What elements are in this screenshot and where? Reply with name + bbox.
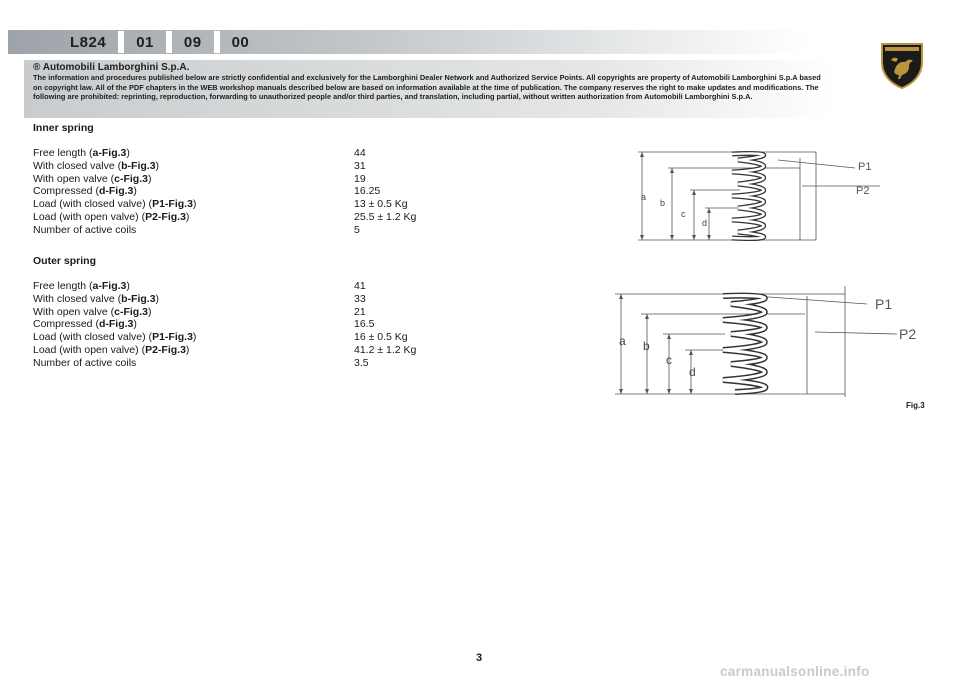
outer-spring-diagram	[605, 282, 925, 402]
spec-label-text: Compressed (	[33, 185, 99, 198]
spec-row	[33, 147, 416, 160]
code-separator	[214, 31, 220, 53]
spec-label	[33, 318, 354, 331]
page-number: 3	[476, 652, 483, 664]
spec-label-close: )	[155, 293, 160, 306]
spec-label	[33, 344, 354, 357]
inner-spring-spec-list	[33, 147, 416, 236]
load-label-p1: P1	[875, 296, 893, 312]
spec-value: 3.5	[354, 356, 369, 369]
spec-value: 25.5 ± 1.2 Kg	[354, 210, 417, 223]
figure-reference: c-Fig.3	[114, 172, 148, 185]
spec-label-text: With closed valve (	[33, 160, 122, 173]
spec-label	[33, 331, 354, 344]
spec-label-text: With open valve (	[33, 305, 115, 318]
spec-row	[33, 344, 416, 357]
spec-label	[33, 185, 354, 198]
spec-label	[33, 211, 354, 224]
dimension-label-b: b	[660, 198, 666, 208]
spec-label	[33, 357, 354, 370]
spec-row	[33, 331, 416, 344]
dimension-label-d: d	[689, 365, 696, 379]
spec-label	[33, 173, 354, 186]
spec-label-text: Load (with open valve) (	[33, 343, 146, 356]
figure-reference: c-Fig.3	[114, 305, 148, 318]
outer-spring-spec-list	[33, 280, 416, 369]
spec-label	[33, 147, 354, 160]
spec-label-close: )	[133, 318, 137, 331]
spec-label	[33, 224, 354, 237]
code-subgroup-number: 09	[183, 33, 202, 51]
spec-value: 21	[354, 305, 366, 318]
document-code	[70, 31, 249, 53]
site-watermark: carmanualsonline.info	[720, 664, 870, 679]
figure-reference: P2-Fig.3	[145, 343, 186, 356]
spec-label	[33, 293, 354, 306]
spec-value: 44	[354, 147, 366, 160]
spec-label-text: With open valve (	[33, 172, 115, 185]
spec-label	[33, 160, 354, 173]
spec-label-close: )	[185, 210, 190, 223]
inner-spring-title: Inner spring	[33, 122, 94, 134]
spec-value: 31	[354, 160, 366, 173]
dimension-label-b: b	[643, 339, 650, 353]
spec-label-text: Compressed (	[33, 318, 99, 331]
lamborghini-shield-logo	[878, 40, 926, 90]
figure-reference: b-Fig.3	[121, 293, 156, 306]
spec-label-close: )	[147, 305, 152, 318]
spec-label	[33, 306, 354, 319]
dimension-label-d: d	[702, 218, 708, 228]
outer-spring-title: Outer spring	[33, 255, 97, 267]
spec-label-text: Load (with open valve) (	[33, 210, 146, 223]
code-separator	[118, 31, 124, 53]
spec-label-text: Load (with closed valve) (	[33, 331, 153, 344]
spec-label-close: )	[147, 172, 152, 185]
spec-label-close: )	[155, 160, 160, 173]
code-separator	[166, 31, 172, 53]
figure-reference: P1-Fig.3	[152, 331, 193, 344]
figure-reference: P2-Fig.3	[145, 210, 186, 223]
inner-spring-diagram	[630, 140, 870, 248]
spec-value: 41	[354, 280, 366, 293]
spec-label-close: )	[126, 147, 130, 160]
spec-row	[33, 280, 416, 293]
load-label-p1: P1	[858, 161, 872, 173]
spec-value: 5	[354, 223, 360, 236]
figure-reference: P1-Fig.3	[152, 198, 193, 211]
spec-label-text: Number of active coils	[33, 223, 137, 236]
spec-row	[33, 293, 416, 306]
load-label-p2: P2	[899, 326, 917, 342]
spec-row	[33, 185, 416, 198]
dimension-label-a: a	[641, 192, 647, 202]
spec-row	[33, 173, 416, 186]
spec-value: 16.25	[354, 185, 381, 198]
load-label-p2: P2	[856, 185, 870, 197]
figure-reference: d-Fig.3	[98, 318, 134, 331]
copyright-notice-text: The information and procedures published below are strictly confidential and exclusively for the Lamborghini Dealer Network and Authorized Service Points. All copyrights are property of Automobili Lamborghini S.p.A based on copyright law. All of the PDF chapters in the WEB workshop manuals described below are based on information available at the time of publication. The company reserves the right to make updates and modifications. The following are prohibited: reprinting, reproduction, forwarding to unauthorized people and/or third parties, and translation, including partial, without written authorization from Automobili Lamborghini S.p.A.	[33, 73, 821, 102]
spec-row	[33, 306, 416, 319]
spec-label-close: )	[126, 280, 130, 293]
spec-label-close: )	[185, 343, 190, 356]
copyright-title: ® Automobili Lamborghini S.p.A.	[33, 62, 190, 73]
spec-value: 16 ± 0.5 Kg	[354, 331, 408, 344]
dimension-arrows	[640, 152, 711, 240]
spec-row	[33, 318, 416, 331]
spec-value: 19	[354, 172, 366, 185]
dimension-label-a: a	[619, 334, 626, 348]
figure-reference: d-Fig.3	[98, 185, 134, 198]
spec-label-text: Free length (	[33, 280, 93, 293]
code-group-number: 01	[136, 33, 154, 51]
spec-label-text: With closed valve (	[33, 293, 122, 306]
figure-reference: a-Fig.3	[92, 147, 127, 160]
dimension-label-c: c	[681, 209, 686, 219]
spec-row	[33, 357, 416, 370]
spec-label-close: )	[192, 198, 197, 211]
spec-label-text: Free length (	[33, 147, 93, 160]
inner-spring-section	[33, 122, 416, 236]
spec-row	[33, 160, 416, 173]
figure-reference: b-Fig.3	[121, 160, 156, 173]
outer-spring-coils	[723, 296, 765, 392]
spec-label-close: )	[192, 331, 197, 344]
spec-row	[33, 211, 416, 224]
outer-spring-section	[33, 255, 416, 369]
spec-label-text: Number of active coils	[33, 356, 137, 369]
spec-value: 33	[354, 293, 366, 306]
spec-label	[33, 198, 354, 211]
spec-label-close: )	[133, 185, 137, 198]
figure-caption: Fig.3	[906, 401, 925, 410]
spec-row	[33, 198, 416, 211]
spec-value: 16.5	[354, 318, 375, 331]
spec-label-text: Load (with closed valve) (	[33, 198, 153, 211]
spec-label	[33, 280, 354, 293]
dimension-arrows	[619, 294, 693, 394]
spec-value: 13 ± 0.5 Kg	[354, 198, 408, 211]
spec-value: 41.2 ± 1.2 Kg	[354, 343, 417, 356]
dimension-label-c: c	[666, 353, 672, 367]
code-section-number: 00	[231, 33, 250, 51]
spec-row	[33, 224, 416, 237]
figure-reference: a-Fig.3	[92, 280, 127, 293]
inner-spring-coils	[732, 153, 764, 238]
code-model: L824	[70, 33, 107, 51]
